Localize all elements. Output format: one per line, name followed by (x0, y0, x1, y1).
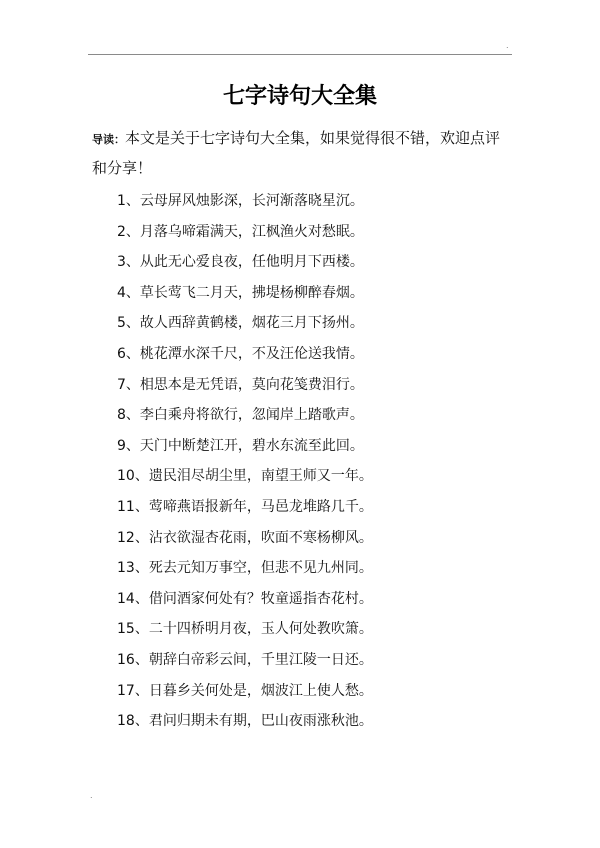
poem-line-2: 2、月落乌啼霜满天，江枫渔火对愁眠。 (117, 223, 364, 240)
poem-line-6: 6、桃花潭水深千尺，不及汪伦送我情。 (117, 345, 364, 362)
poem-line-8: 8、李白乘舟将欲行，忽闻岸上踏歌声。 (117, 407, 364, 424)
poem-line-16: 16、朝辞白帝彩云间，千里江陵一日还。 (117, 651, 373, 668)
header-rule (88, 54, 512, 55)
poem-line-13: 13、死去元知万事空，但悲不见九州同。 (117, 560, 373, 577)
header-corner-mark: . (506, 41, 509, 50)
poem-line-17: 17、日暮乡关何处是，烟波江上使人愁。 (117, 682, 373, 699)
poem-line-9: 9、天门中断楚江开，碧水东流至此回。 (117, 437, 364, 454)
poem-line-7: 7、相思本是无凭语，莫向花笺费泪行。 (117, 376, 364, 393)
intro-label: 导读： (92, 133, 125, 146)
poem-line-1: 1、云母屏风烛影深，长河渐落晓星沉。 (117, 193, 364, 209)
intro-paragraph (92, 124, 512, 182)
poem-line-15: 15、二十四桥明月夜，玉人何处教吹箫。 (117, 621, 373, 638)
poem-line-10: 10、遗民泪尽胡尘里，南望王师又一年。 (117, 468, 373, 485)
footer-mark: . (90, 791, 93, 800)
poem-line-14: 14、借问酒家何处有？牧童遥指杏花村。 (117, 590, 373, 607)
document-title: 七字诗句大全集 (222, 84, 377, 109)
poem-line-12: 12、沾衣欲湿杏花雨，吹面不寒杨柳风。 (117, 529, 373, 546)
poem-line-18: 18、君问归期未有期，巴山夜雨涨秋池。 (117, 713, 373, 730)
poem-line-3: 3、从此无心爱良夜，任他明月下西楼。 (117, 254, 364, 271)
poem-line-11: 11、莺啼燕语报新年，马邑龙堆路几千。 (117, 498, 373, 515)
intro-text: 本文是关于七字诗句大全集，如果觉得很不错，欢迎点评和分享！ (92, 129, 501, 177)
poem-line-4: 4、草长莺飞二月天，拂堤杨柳醉春烟。 (117, 284, 364, 301)
poem-line-5: 5、故人西辞黄鹤楼，烟花三月下扬州。 (117, 315, 364, 332)
poem-list (117, 186, 373, 737)
